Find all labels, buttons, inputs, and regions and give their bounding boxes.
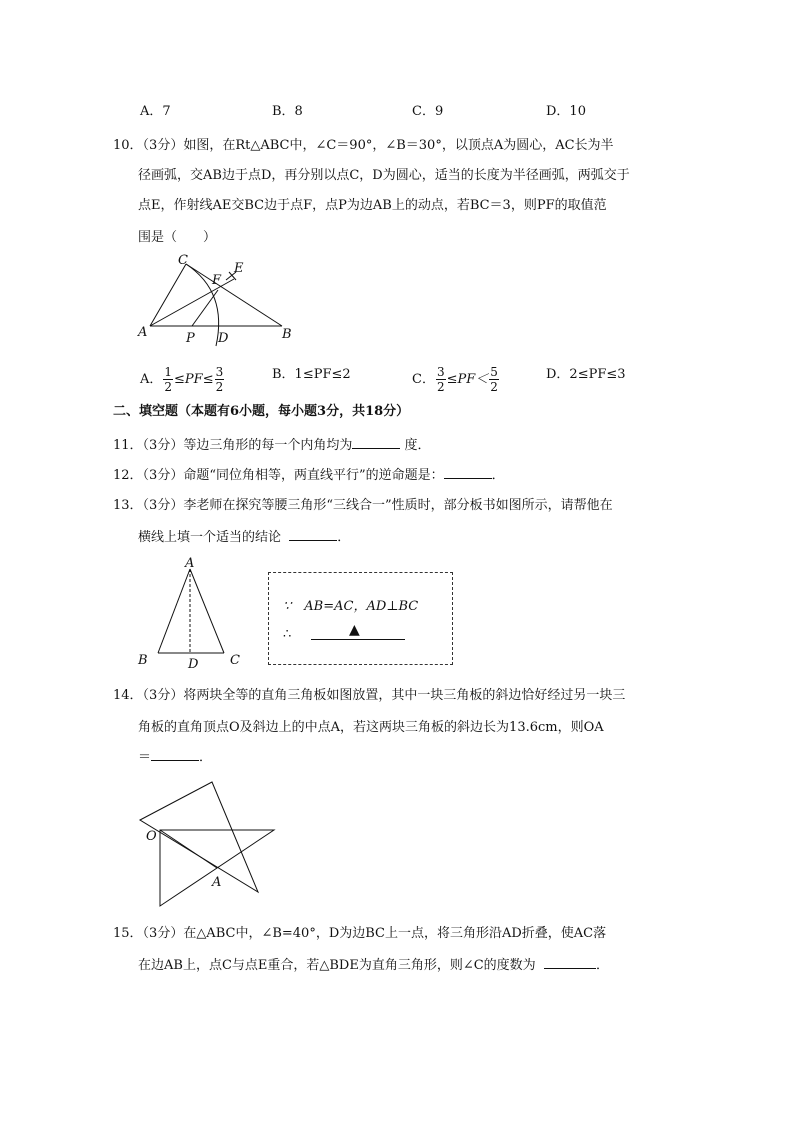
q13-board-marker-icon: ▲	[349, 622, 360, 638]
q15-answer-blank[interactable]	[544, 956, 596, 969]
q13-blackboard-box	[268, 572, 453, 665]
q10-label-a: A	[138, 325, 148, 340]
q10-label-c: C	[178, 253, 188, 268]
q10-option-a: A． $\frac{1}{2}$ ≤PF≤ $\frac{3}{2}$	[140, 365, 224, 394]
q13-board-blank	[311, 639, 405, 640]
q10-label-p: P	[186, 331, 195, 346]
q10-side-ac	[150, 264, 186, 326]
q13-line-2: 横线上填一个适当的结论 ．	[138, 530, 351, 545]
q10-line-4: 围是（ ）	[138, 230, 217, 245]
q13-side-ab	[158, 569, 190, 653]
q14-line-2: 角板的直角顶点O及斜边上的中点A，若这两块三角板的斜边长为13.6cm，则OA	[138, 720, 604, 735]
q13-line-1: 13．（3分）李老师在探究等腰三角形“三线合一”性质时，部分板书如图所示，请帮他在	[113, 498, 613, 513]
q10-line-3: 点E，作射线AE交BC边于点F，点P为边AB上的动点，若BC＝3，则PF的取值范	[138, 198, 607, 213]
q13-answer-blank[interactable]	[289, 528, 337, 541]
q12-answer-blank[interactable]	[444, 466, 492, 479]
q13-board-line-2: ∴	[283, 627, 292, 642]
q9-option-c: C．9	[412, 104, 444, 119]
q15-line-1: 15．（3分）在△ABC中，∠B=40°，D为边BC上一点，将三角形沿AD折叠，使AC落	[113, 926, 607, 941]
q10-label-f: F	[212, 273, 222, 288]
q9-option-d: D．10	[546, 104, 586, 119]
q14-figure	[130, 778, 280, 908]
q13-label-a: A	[185, 556, 195, 571]
q12-text: 12．（3分）命题“同位角相等，两直线平行”的逆命题是： ．	[113, 468, 505, 483]
q13-board-line-1: ∵ AB=AC，AD⊥BC	[283, 599, 419, 614]
q14-triangle-1	[140, 782, 258, 892]
q10-figure	[130, 250, 310, 350]
q11-text: 11．（3分）等边三角形的每一个内角均为 度．	[113, 438, 431, 453]
q10-label-b: B	[282, 327, 292, 342]
q9-option-a: A．7	[140, 104, 171, 119]
q13-triangle-figure	[130, 555, 250, 670]
q13-label-b: B	[138, 653, 148, 668]
q13-label-c: C	[230, 653, 240, 668]
q10-line-1: 10．（3分）如图，在Rt△ABC中，∠C＝90°，∠B＝30°，以顶点A为圆心，AC长为半	[113, 138, 614, 153]
q14-label-o: O	[146, 829, 157, 844]
q13-side-ac	[190, 569, 224, 653]
q10-line-2: 径画弧，交AB边于点D，再分别以点C，D为圆心，适当的长度为半径画弧，两弧交于	[138, 168, 630, 183]
q14-segment-oa	[160, 830, 217, 868]
q9-option-b: B．8	[272, 104, 303, 119]
q15-line-2: 在边AB上，点C与点E重合，若△BDE为直角三角形，则∠C的度数为 ．	[138, 958, 609, 973]
q11-answer-blank[interactable]	[352, 436, 400, 449]
q14-line-3: ＝ ．	[138, 750, 213, 765]
section-heading: 二、填空题（本题有6小题，每小题3分，共18分）	[113, 404, 410, 419]
q10-ray-ae	[150, 279, 234, 326]
q10-option-b: B．1≤PF≤2	[272, 367, 351, 382]
q14-answer-blank[interactable]	[151, 748, 199, 761]
q10-option-d: D．2≤PF≤3	[546, 367, 626, 382]
q10-label-e: E	[234, 261, 244, 276]
q10-option-c: C． $\frac{3}{2}$ ≤PF＜ $\frac{5}{2}$	[412, 365, 498, 394]
q14-label-a: A	[212, 875, 222, 890]
q13-label-d: D	[188, 657, 199, 670]
q14-line-1: 14．（3分）将两块全等的直角三角板如图放置，其中一块三角板的斜边恰好经过另一块三	[113, 688, 626, 703]
q10-label-d: D	[218, 331, 229, 346]
